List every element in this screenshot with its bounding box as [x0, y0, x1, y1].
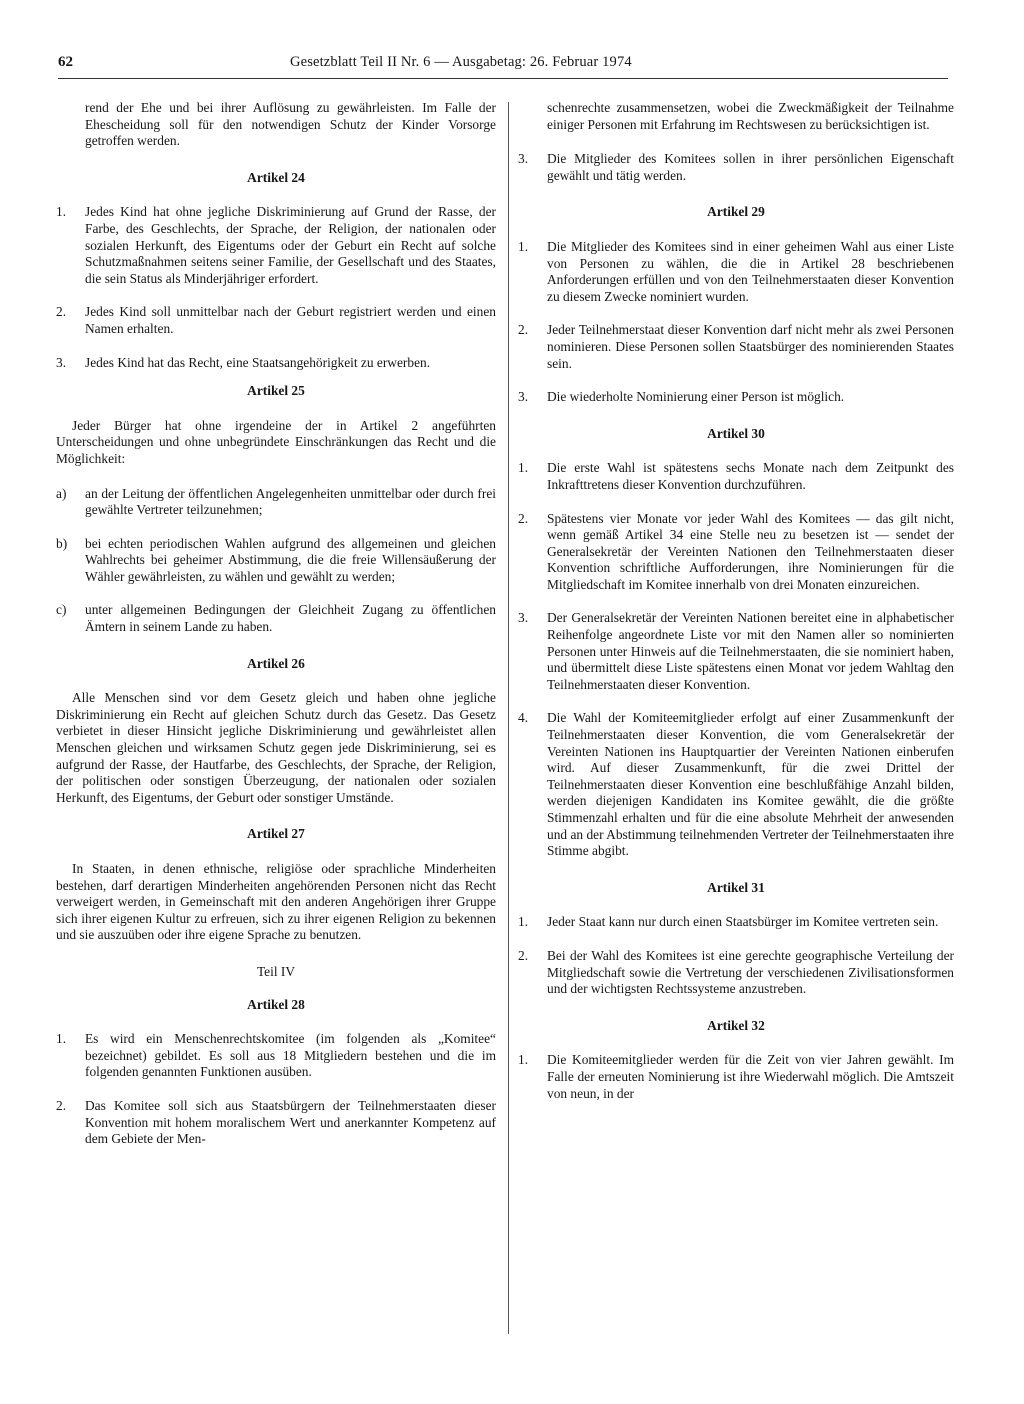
item-number: 3. [56, 354, 67, 370]
list-item [518, 239, 954, 305]
item-number: 3. [518, 389, 529, 405]
heading-artikel-29: Artikel 29 [707, 204, 765, 220]
column-divider [508, 102, 509, 1334]
item-text: Die wiederholte Nominierung einer Person ist möglich. [547, 389, 845, 405]
part-heading: Teil IV [256, 963, 296, 979]
item-text: Der Generalsekretär der Vereinten Nationen bereitet eine in alphabetischer Reihenfolge angeordnete Liste vor mit den Namen aller so nominierten Personen unter Hinweis auf die Teilnehmerstaaten, die sie nominiert haben, und übermittelt diese Liste spätestens einen Monat vor jedem Wahltag den Teilnehmerstaaten dieser Konvention. [547, 610, 954, 692]
list-item [518, 389, 954, 406]
header-rule [58, 78, 948, 79]
heading-artikel-28: Artikel 28 [247, 996, 305, 1012]
item-text: Die erste Wahl ist spätestens sechs Monate nach dem Zeitpunkt des Inkrafttretens dieser Konvention durchzuführen. [547, 460, 954, 492]
right-column [518, 100, 954, 1119]
list-item [56, 204, 496, 287]
list-item [56, 486, 496, 519]
intro-paragraph: rend der Ehe und bei ihrer Auflösung zu gewährleisten. Im Falle der Ehescheidung soll für den notwendigen Schutz der Kinder Vorsorge getroffen werden. [85, 100, 496, 149]
item-number: 1. [518, 914, 529, 930]
item-number: 2. [56, 304, 67, 320]
item-text: an der Leitung der öffentlichen Angelegenheiten unmittelbar oder durch frei gewählte Vertreter teilzunehmen; [85, 485, 496, 518]
heading-artikel-25: Artikel 25 [247, 383, 305, 399]
continuation-paragraph: schenrechte zusammensetzen, wobei die Zweckmäßigkeit der Teilnahme einiger Personen mit Erfahrung im Rechtswesen zu berücksichtigen ist. [547, 100, 954, 132]
item-text: Spätestens vier Monate vor jeder Wahl des Komitees — das gilt nicht, wenn gemäß Artikel 34 eine Stelle neu zu besetzen ist — sendet der Generalsekretär der Vereinten Nationen den Teilnehmerstaaten dieser Konvention schriftliche Aufforderungen, ihre Nominierungen für die Mitgliedschaft im Komitee innerhalb von drei Monaten einzureichen. [547, 510, 954, 592]
item-number: 2. [518, 510, 529, 526]
item-text: Bei der Wahl des Komitees ist eine gerechte geographische Verteilung der Mitgliedschaft sowie die Vertretung der verschiedenen Zivilisationsformen und der wichtigsten Rechtssysteme anzustreben. [547, 947, 954, 997]
item-letter: c) [56, 602, 67, 618]
item-number: 2. [518, 947, 529, 963]
item-number: 3. [518, 610, 529, 626]
artikel-25-intro: Jeder Bürger hat ohne irgendeine der in Artikel 2 angeführten Unterscheidungen und ohne unbegründete Einschränkungen das Recht und die Möglichkeit: [56, 417, 496, 466]
heading-artikel-24: Artikel 24 [247, 169, 305, 185]
item-number: 1. [56, 1031, 67, 1047]
item-text: bei echten periodischen Wahlen aufgrund des allgemeinen und gleichen Wahlrechts bei geheimer Abstimmung, die die freie Willensäußerung der Wähler gewährleisten, zu wählen und gewählt zu werden; [85, 535, 496, 584]
item-text: Jedes Kind hat das Recht, eine Staatsangehörigkeit zu erwerben. [85, 354, 431, 370]
heading-artikel-26: Artikel 26 [247, 655, 305, 671]
heading-artikel-27: Artikel 27 [247, 826, 305, 842]
heading-artikel-31: Artikel 31 [707, 879, 765, 895]
item-number: 1. [518, 1052, 529, 1068]
item-number: 3. [518, 151, 529, 167]
list-item [56, 536, 496, 586]
item-text: Das Komitee soll sich aus Staatsbürgern der Teilnehmerstaaten dieser Konvention mit hohem moralischem Wert und anerkannter Kompetenz auf dem Gebiete der Men- [85, 1097, 496, 1147]
list-item [518, 914, 954, 931]
list-item [518, 460, 954, 493]
item-number: 2. [56, 1097, 67, 1113]
item-text: Die Komiteemitglieder werden für die Zeit von vier Jahren gewählt. Im Falle der erneuten Nominierung ist ihre Wiederwahl möglich. Die Amtszeit von neun, in der [547, 1052, 954, 1101]
item-text: Die Wahl der Komiteemitglieder erfolgt auf einer Zusammenkunft der Teilnehmerstaaten dieser Konvention, die vom Generalsekretär der Vereinten Nationen ins Hauptquartier der Vereinten Nationen einberufen wird. Auf dieser Zusammenkunft, für die zwei Drittel der Teilnehmerstaaten dieser Konvention eine beschlußfähige Anzahl bilden, werden diejenigen Kandidaten ins Komitee gewählt, die die größte Stimmenzahl erhalten und für die eine absolute Mehrheit der anwesenden und an der Abstimmung teilnehmenden Vertreter der Teilnehmerstaaten ihre Stimme abgibt. [547, 710, 954, 859]
list-item [56, 602, 496, 635]
item-number: 1. [518, 460, 529, 476]
list-item [518, 511, 954, 594]
list-item [56, 1031, 496, 1081]
item-text: unter allgemeinen Bedingungen der Gleichheit Zugang zu öffentlichen Ämtern in seinem Lande zu haben. [85, 602, 496, 635]
item-number: 4. [518, 710, 529, 726]
page-title: Gesetzblatt Teil II Nr. 6 — Ausgabetag: 26. Februar 1974 [290, 54, 632, 70]
item-text: Jedes Kind hat ohne jegliche Diskriminierung auf Grund der Rasse, der Farbe, des Geschlechts, der Sprache, der Religion, der nationalen oder sozialen Herkunft, des Eigentums oder der Geburt ein Recht auf solche Schutzmaßnahmen seitens seiner Familie, der Gesellschaft und des Staates, die sein Status als Minderjähriger erfordert. [85, 204, 496, 286]
item-number: 1. [56, 204, 67, 220]
item-text: Die Mitglieder des Komitees sollen in ihrer persönlichen Eigenschaft gewählt und tätig werden. [547, 151, 954, 183]
item-text: Es wird ein Menschenrechtskomitee (im folgenden als „Komitee“ bezeichnet) gebildet. Es soll aus 18 Mitgliedern bestehen und die im folgenden genannten Funktionen ausüben. [85, 1031, 496, 1080]
list-item [56, 304, 496, 337]
item-letter: a) [56, 485, 67, 501]
list-item [518, 151, 954, 184]
item-number: 1. [518, 238, 529, 254]
list-item [56, 1098, 496, 1148]
item-text: Jedes Kind soll unmittelbar nach der Geburt registriert werden und einen Namen erhalten. [85, 304, 496, 336]
list-item [518, 1052, 954, 1102]
list-item [518, 710, 954, 859]
heading-artikel-30: Artikel 30 [707, 425, 765, 441]
list-item [56, 355, 496, 372]
item-letter: b) [56, 535, 68, 551]
item-text: Jeder Staat kann nur durch einen Staatsbürger im Komitee vertreten sein. [547, 914, 939, 930]
left-column [56, 100, 496, 1165]
artikel-26-text: Alle Menschen sind vor dem Gesetz gleich und haben ohne jegliche Diskriminierung ein Recht auf gleichen Schutz durch das Gesetz. Das Gesetz verbietet in dieser Hinsicht jegliche Diskriminierung und gewährleistet allen Menschen gleichen und wirksamen Schutz gegen jede Diskriminierung, sei es aufgrund der Rasse, der Hautfarbe, des Geschlechts, der Sprache, der Religion, der politischen oder sonstigen Überzeugung, der nationalen oder sozialen Herkunft, des Eigentums, der Geburt oder sonstiger Umstände. [56, 690, 496, 805]
item-text: Jeder Teilnehmerstaat dieser Konvention darf nicht mehr als zwei Personen nominieren. Diese Personen sollen Staatsbürger des nominierenden Staates sein. [547, 322, 954, 371]
list-item [518, 610, 954, 693]
heading-artikel-32: Artikel 32 [707, 1017, 765, 1033]
item-number: 2. [518, 322, 529, 338]
page-number: 62 [58, 54, 73, 70]
list-item [518, 948, 954, 998]
item-text: Die Mitglieder des Komitees sind in einer geheimen Wahl aus einer Liste von Personen zu wählen, die die in Artikel 28 beschriebenen Anforderungen erfüllen und von den Teilnehmerstaaten dieser Konvention zu diesem Zwecke nominiert wurden. [547, 238, 954, 304]
artikel-27-text: In Staaten, in denen ethnische, religiöse oder sprachliche Minderheiten bestehen, darf derartigen Minderheiten angehörenden Personen nicht das Recht verweigert werden, in Gemeinschaft mit den anderen Angehörigen ihrer Gruppe sich ihrer eigenen Kultur zu erfreuen, sich zu ihrer eigenen Religion zu bekennen und sie auszuüben oder ihre eigene Sprache zu benutzen. [56, 861, 496, 943]
list-item [518, 322, 954, 372]
page-header [58, 54, 938, 78]
